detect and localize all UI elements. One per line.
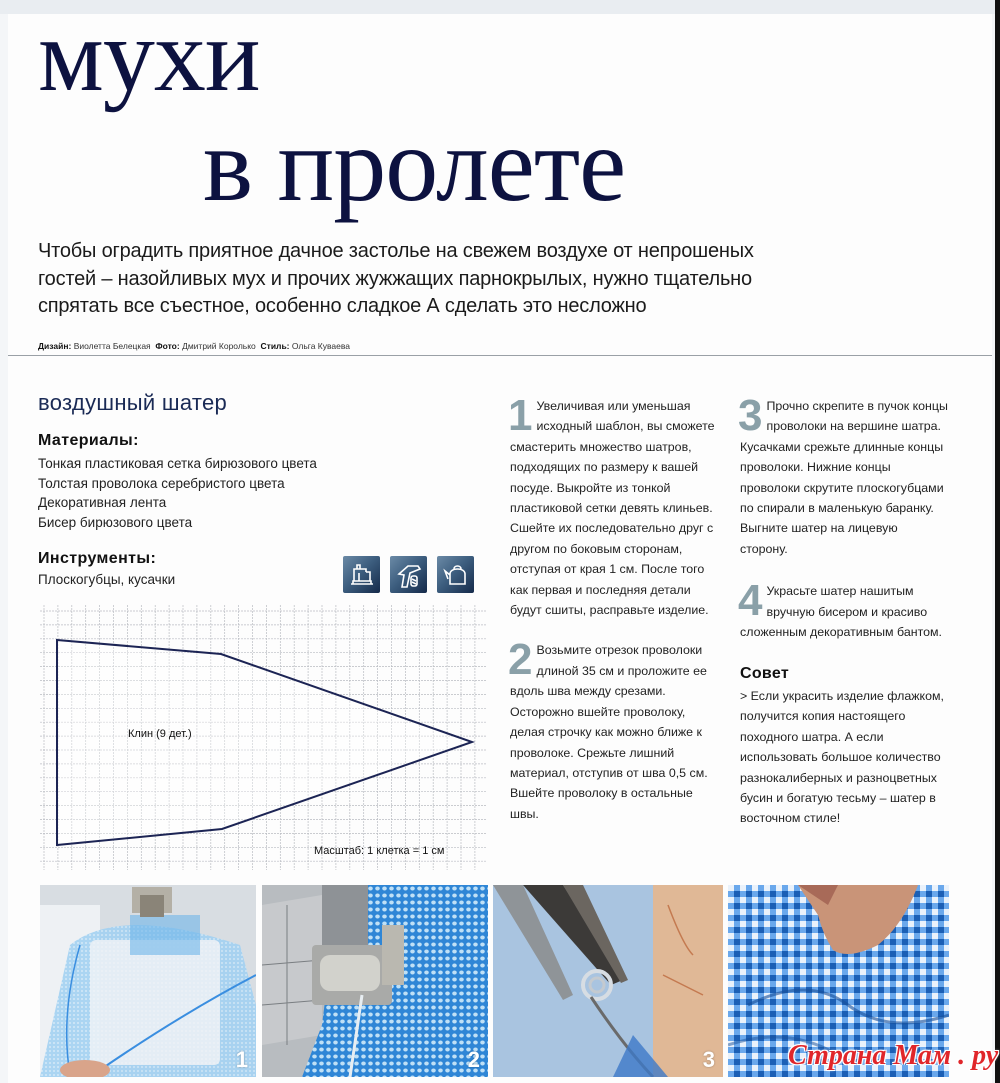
credit-label: Стиль: xyxy=(260,341,290,351)
material-item: Тонкая пластиковая сетка бирюзового цвета xyxy=(38,456,317,471)
photo-number: 2 xyxy=(467,1047,480,1072)
tip-text: > Если украсить изделие флажком, получится копия настоящего походного шатра. А если использовать большое количество разнокалиберных и разноцветных бусин и богатую тесьму – шатер в восточном стиле! xyxy=(740,688,944,826)
project-heading: воздушный шатер xyxy=(38,390,228,415)
pattern-piece-label: Клин (9 дет.) xyxy=(128,728,192,740)
step-text: Увеличивая или уменьшая исходный шаблон, вы сможете смастерить множество шатров, подходящих по размеру к вашей посуде. Выкройте из тонкой пластиковой сетки девять клиньев. Сшейте их последовательно друг с другом по боковым сторонам, отступая от края 1 см. После того как первая и последняя детали будут сшиты, расправьте изделие. xyxy=(510,399,715,618)
title-line-1: мухи xyxy=(38,0,260,113)
pattern-piece-outline xyxy=(57,640,472,845)
credit-label: Фото: xyxy=(155,341,180,351)
tip-heading: Совет xyxy=(740,665,789,683)
materials-heading: Материалы: xyxy=(38,432,139,449)
credit-value: Ольга Куваева xyxy=(291,341,351,351)
step-number: 3 xyxy=(738,391,761,440)
steps-column-1 xyxy=(508,391,718,846)
pattern-scale-label: Масштаб: 1 клетка = 1 см xyxy=(314,845,445,857)
sewing-machine-icon xyxy=(343,556,380,593)
difficulty-icons xyxy=(343,556,474,593)
credit-label: Дизайн: xyxy=(38,341,72,351)
intro-line: Чтобы оградить приятное дачное застолье на свежем воздухе от непрошеных xyxy=(38,240,754,262)
step-number: 2 xyxy=(508,635,531,685)
step-text: Возьмите отрезок проволоки длиной 35 см и проложите ее вдоль шва между срезами. Осторожно вшейте проволоку, делая строчку как можно ближе к проволоке. Срежьте лишний материал, отступив от шва 0,5 см. Вшейте проволоку в остальные швы. xyxy=(510,643,708,821)
photo-number: 3 xyxy=(702,1047,715,1072)
material-item: Бисер бирюзового цвета xyxy=(38,514,193,530)
credits xyxy=(38,341,350,351)
title-line-2: в пролете xyxy=(203,106,626,223)
material-item: Декоративная лента xyxy=(38,495,167,510)
step-number: 1 xyxy=(508,391,531,440)
step-text: Прочно скрепите в пучок концы проволоки на вершине шатра. Кусачками срежьте длинные концы проволоки. Нижние концы проволоки скрутите плоскогубцами по спирали в маленькую баранку. Выгните шатер на лицевую сторону. xyxy=(740,399,948,556)
photo-2 xyxy=(262,885,488,1077)
page-edge xyxy=(995,0,1000,1083)
intro-paragraph xyxy=(38,238,958,321)
credit-value: Виолетта Белецкая xyxy=(73,341,151,351)
pattern-grid xyxy=(40,605,486,870)
intro-line: спрятать все съестное, особенно сладкое А сделать это несложно xyxy=(38,295,647,317)
step-2 xyxy=(508,635,718,824)
step-4 xyxy=(738,576,948,642)
divider xyxy=(8,355,992,356)
watermark-logo: Страна Мам . ру xyxy=(788,1040,999,1071)
steps-column-2 xyxy=(738,391,948,829)
tools-heading: Инструменты: xyxy=(38,550,157,567)
photo-number: 1 xyxy=(235,1047,248,1072)
step-3 xyxy=(738,391,948,559)
credit-value: Дмитрий Королько xyxy=(182,341,256,351)
step-text: Украсьте шатер нашитым вручную бисером и красиво сложенным декоративным бантом. xyxy=(740,584,942,640)
tools-text: Плоскогубцы, кусачки xyxy=(38,572,176,587)
materials-list xyxy=(38,454,317,532)
tip-box xyxy=(740,664,948,828)
step-number: 4 xyxy=(738,576,761,626)
material-item: Толстая проволока серебристого цвета xyxy=(38,475,285,491)
photo-3 xyxy=(493,885,723,1077)
intro-line: гостей – назойливых мух и прочих жужжащих парнокрылых, нужно тщательно xyxy=(38,267,752,290)
step-1 xyxy=(508,391,718,620)
glue-gun-icon xyxy=(390,556,427,593)
photo-1 xyxy=(40,885,256,1077)
kettle-icon xyxy=(437,556,474,593)
